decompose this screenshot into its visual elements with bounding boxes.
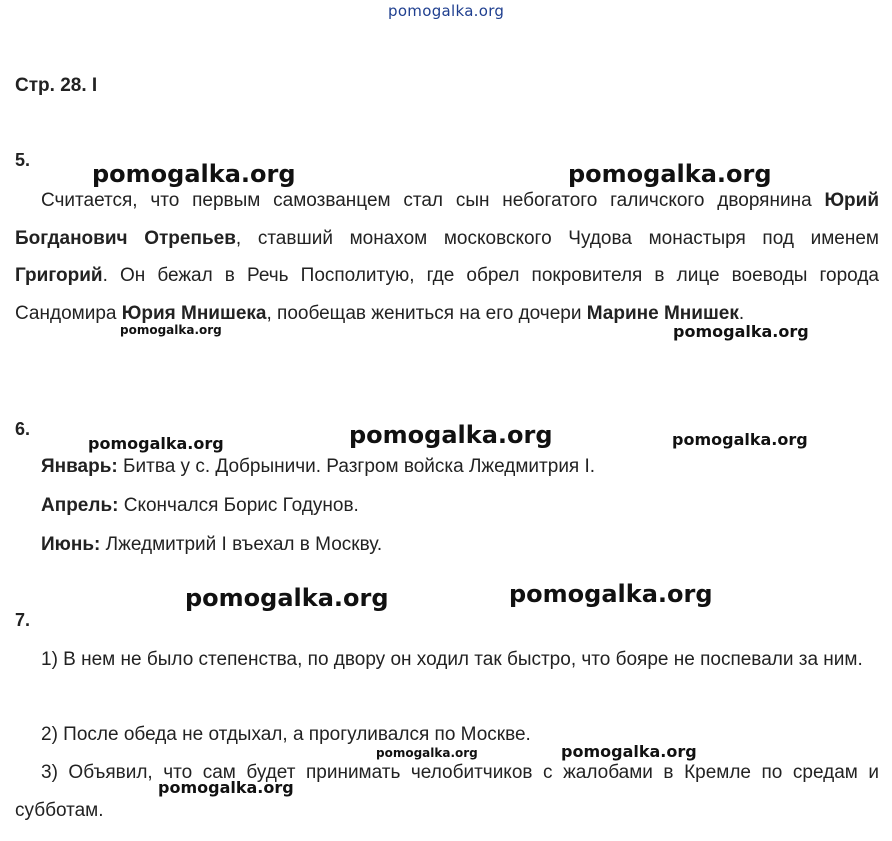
task-6-item: Июнь: Лжедмитрий I въехал в Москву. — [41, 534, 383, 555]
task-5-number: 5. — [15, 150, 31, 170]
watermark: pomogalka.org — [185, 584, 389, 612]
task-7-item: 2) После обеда не отдыхал, а прогуливался по Москве. — [41, 724, 531, 745]
name-marina-mnishek: Марине Мнишек — [586, 302, 739, 324]
task-6-item: Январь: Битва у с. Добрыничи. Разгром войска Лжедмитрия I. — [41, 456, 596, 477]
watermark: pomogalka.org — [88, 434, 224, 453]
task-7-number: 7. — [15, 610, 31, 630]
page-title: Стр. 28. I — [15, 75, 98, 96]
watermark: pomogalka.org — [673, 322, 809, 341]
watermark: pomogalka.org — [92, 160, 296, 188]
watermark: pomogalka.org — [158, 778, 294, 797]
name-otrepiev: Юрий Богданович Отрепьев — [15, 190, 879, 249]
watermark: pomogalka.org — [672, 430, 808, 449]
watermark: pomogalka.org — [509, 580, 713, 608]
watermark: pomogalka.org — [568, 160, 772, 188]
name-grigory: Григорий — [15, 265, 103, 286]
watermark: pomogalka.org — [349, 421, 553, 449]
task-6-number: 6. — [15, 419, 31, 439]
site-link[interactable]: pomogalka.org — [388, 2, 505, 20]
watermark: pomogalka.org — [376, 746, 478, 760]
task-7-item: 3) Объявил, что сам будет принимать челобитчиков с жалобами в Кремле по средам и субботам. — [15, 762, 879, 821]
task-7-item: 1) В нем не было степенства, по двору он ходил так быстро, что бояре не поспевали за ним. — [41, 649, 863, 670]
watermark: pomogalka.org — [561, 742, 697, 761]
task-5-answer: Считается, что первым самозванцем стал сын небогатого галичского дворянина Юрий Богданович Отрепьев, ставший монахом московского Чудова монастыря под именем Григорий. Он бежал в Речь Посполитую, где обрел покровителя в лице воеводы города Сандомира Юрия Мнишека, пообещав жениться на его дочери Марине Мнишек. — [15, 190, 879, 324]
name-yuri-mnishek: Юрия Мнишека — [121, 302, 267, 324]
watermark: pomogalka.org — [120, 323, 222, 337]
task-6-item: Апрель: Скончался Борис Годунов. — [41, 495, 359, 516]
